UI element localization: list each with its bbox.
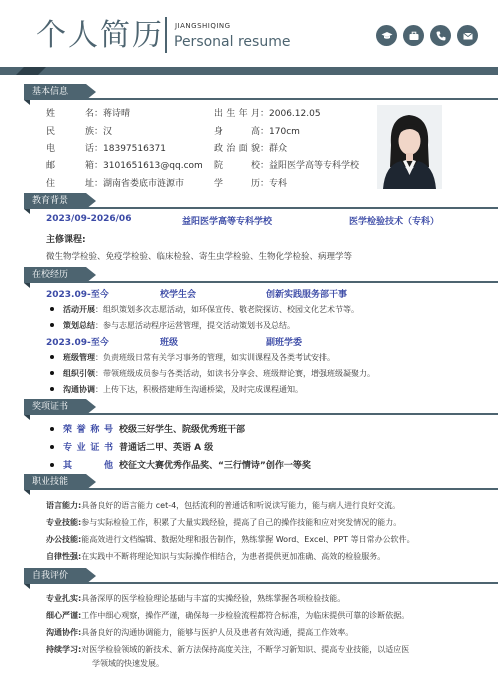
info-row: 身 高：170cm <box>214 127 300 137</box>
section-title: 职业技能 <box>24 474 86 490</box>
section-education <box>0 193 498 209</box>
info-row: 民 族：汉 <box>46 127 113 137</box>
bullet-icon <box>50 371 54 375</box>
award-item: 专业证书 普通话二甲、英语 A 级 <box>50 440 213 453</box>
section-skills <box>0 474 498 490</box>
courses-list: 微生物学检验、免疫学检验、临床检验、寄生虫学检验、生物化学检验、病理学等 <box>46 252 353 262</box>
skill-item: 自律性强:在实践中不断将理论知识与实际操作相结合，为患者提供更加准确、高效的检验服务。 <box>46 552 386 561</box>
bullet-icon <box>50 445 54 449</box>
section-self-evaluation <box>0 568 498 584</box>
info-row: 姓 名：蒋诗晴 <box>46 109 131 119</box>
title-divider <box>165 17 167 53</box>
evaluation-item: 持续学习:对医学检验领域的新技术、新方法保持高度关注，不断学习新知识、提高专业技能，以适应医 <box>46 645 410 654</box>
campus-item: 组织引领：带领班级成员参与各类活动，如读书分享会、班级辩论赛，增强班级凝聚力。 <box>50 368 375 379</box>
info-row: 院 校：益阳医学高等专科学校 <box>214 161 360 171</box>
bullet-icon <box>50 355 54 359</box>
briefcase-icon <box>403 25 424 46</box>
info-row: 电 话：18397516371 <box>46 144 167 154</box>
info-row: 学 历：专科 <box>214 179 288 189</box>
name-pinyin: JIANGSHIQING <box>175 22 231 30</box>
info-row: 住 址：湖南省娄底市涟源市 <box>46 179 185 189</box>
education-major: 医学检验技术（专科） <box>349 217 440 227</box>
campus-org: 校学生会 <box>160 290 197 300</box>
evaluation-item: 细心严谨:工作中细心观察，操作严谨，确保每一步检验流程都符合标准，为临床提供可靠的诊断依据。 <box>46 611 410 620</box>
bullet-icon <box>50 463 54 467</box>
resume-subtitle: Personal resume <box>174 34 291 50</box>
resume-title: 个人简历 <box>36 18 164 53</box>
header-band <box>0 66 498 76</box>
section-title: 奖项证书 <box>24 399 86 415</box>
campus-org: 班级 <box>160 338 179 348</box>
campus-item: 策划总结：参与志愿活动程序运营管理，提交活动策划书及总结。 <box>50 320 295 331</box>
phone-icon <box>430 25 451 46</box>
campus-item: 活动开展：组织策划多次志愿活动，如环保宣传、敬老院探访、校园文化艺术节等。 <box>50 304 359 315</box>
skill-item: 专业技能:参与实际检验工作，积累了大量实践经验，提高了自己的操作技能和应对突发情况的能力。 <box>46 518 402 527</box>
bullet-icon <box>50 387 54 391</box>
envelope-icon <box>457 25 478 46</box>
bullet-icon <box>50 427 54 431</box>
evaluation-item: 沟通协作:具备良好的沟通协调能力，能够与医护人员及患者有效沟通，提高工作效率。 <box>46 628 354 637</box>
section-basic-info <box>0 84 498 100</box>
section-title: 自我评价 <box>24 568 86 584</box>
campus-role: 创新实践服务部干事 <box>266 290 348 300</box>
header-icons <box>376 25 478 46</box>
award-item: 荣誉称号 校级三好学生、院级优秀班干部 <box>50 422 245 435</box>
resume-header <box>0 0 498 72</box>
campus-period: 2023.09-至今 <box>46 290 109 300</box>
campus-item: 班级管理：负责班级日常有关学习事务的管理，如实训课程及各类考试安排。 <box>50 352 335 363</box>
skill-item: 办公技能:能高效进行文档编辑、数据处理和报告制作，熟练掌握 Word、Excel、PPT 等日常办公软件。 <box>46 535 415 544</box>
evaluation-item-continued: 学领域的快速发展。 <box>92 659 164 668</box>
education-period: 2023/09-2026/06 <box>46 214 132 224</box>
section-title: 在校经历 <box>24 267 86 283</box>
campus-item: 沟通协调：上传下达，积极搭建师生沟通桥梁，及时完成课程通知。 <box>50 384 303 395</box>
bullet-icon <box>50 307 54 311</box>
section-title: 基本信息 <box>24 84 86 100</box>
info-row: 政治面貌：群众 <box>214 144 288 154</box>
section-awards <box>0 399 498 415</box>
section-campus <box>0 267 498 283</box>
graduation-cap-icon <box>376 25 397 46</box>
profile-photo <box>377 105 442 189</box>
info-row: 出生年月：2006.12.05 <box>214 109 321 119</box>
info-row: 邮 箱：3101651613@qq.com <box>46 161 203 171</box>
bullet-icon <box>50 323 54 327</box>
section-title: 教育背景 <box>24 193 86 209</box>
education-school: 益阳医学高等专科学校 <box>182 217 273 227</box>
evaluation-item: 专业扎实:具备深厚的医学检验理论基础与丰富的实操经验，熟练掌握各项检验技能。 <box>46 594 346 603</box>
campus-role: 副班学委 <box>266 338 303 348</box>
campus-period: 2023.09-至今 <box>46 338 109 348</box>
courses-label: 主修课程: <box>46 235 86 245</box>
award-item: 其 他 校征文大赛优秀作品奖、“三行情诗”创作一等奖 <box>50 458 311 471</box>
skill-item: 语言能力:具备良好的语言能力 cet-4，包括流利的普通话和听说读写能力，能与病人进行良好交流。 <box>46 501 401 510</box>
